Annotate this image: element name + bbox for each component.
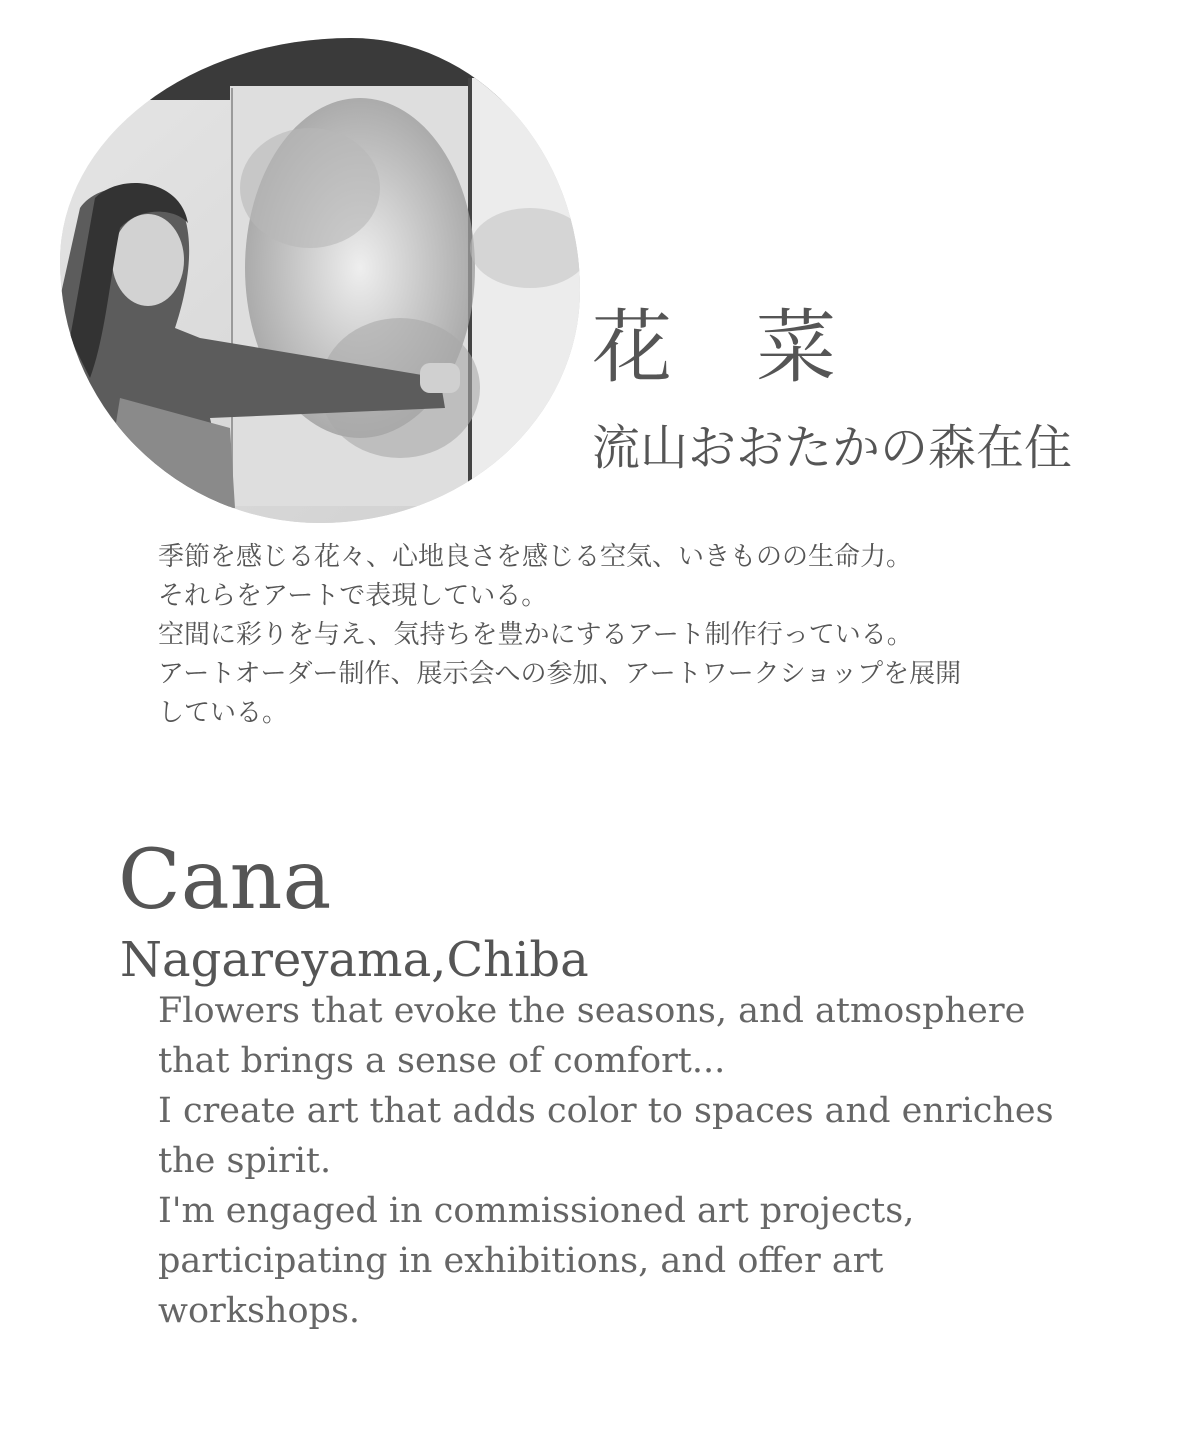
english-description-line: that brings a sense of comfort...	[158, 1041, 726, 1081]
japanese-description	[158, 538, 1078, 733]
english-description-line: workshops.	[158, 1291, 361, 1331]
japanese-description-line: アートオーダー制作、展示会への参加、アートワークショップを展開	[158, 659, 962, 689]
japanese-artist-name: 花 菜	[592, 301, 838, 394]
japanese-location: 流山おおたかの森在住	[592, 420, 1073, 476]
english-description-line: I create art that adds color to spaces and enriches	[158, 1091, 1054, 1131]
english-artist-name: Cana	[118, 833, 332, 928]
japanese-description-line: それらをアートで表現している。	[158, 581, 548, 611]
japanese-description-line: している。	[158, 698, 289, 728]
english-location: Nagareyama,Chiba	[120, 932, 589, 988]
english-description	[158, 986, 1078, 1336]
japanese-description-line: 季節を感じる花々、心地良さを感じる空気、いきものの生命力。	[158, 542, 913, 572]
english-description-line: I'm engaged in commissioned art projects,	[158, 1191, 915, 1231]
artist-portrait-photo	[60, 38, 580, 523]
english-description-line: participating in exhibitions, and offer art	[158, 1241, 884, 1281]
english-description-line: Flowers that evoke the seasons, and atmosphere	[158, 991, 1026, 1031]
english-description-line: the spirit.	[158, 1141, 332, 1181]
japanese-description-line: 空間に彩りを与え、気持ちを豊かにするアート制作行っている。	[158, 620, 913, 650]
